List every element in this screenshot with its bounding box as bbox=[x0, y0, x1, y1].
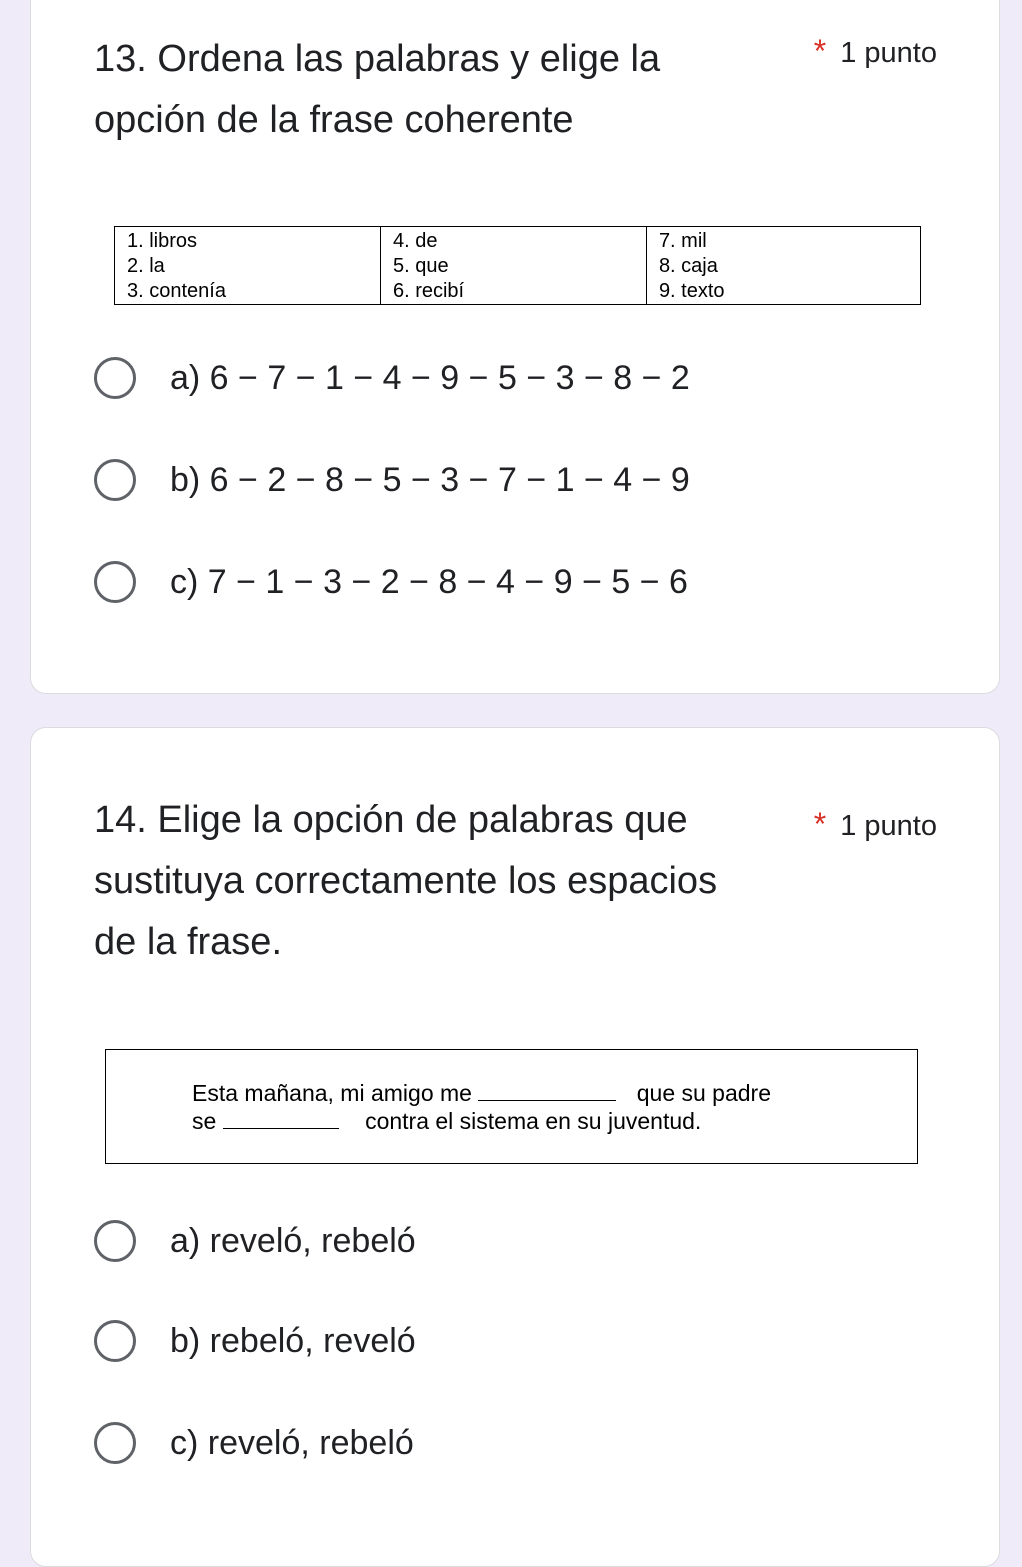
question-14-title-line-3: de la frase. bbox=[94, 921, 282, 963]
option-a[interactable] bbox=[94, 353, 690, 403]
question-14-title bbox=[94, 790, 794, 973]
sentence-part: que su padre bbox=[636, 1080, 772, 1106]
sentence-part: contra el sistema en su juventud. bbox=[365, 1108, 702, 1134]
points-label: 1 punto bbox=[840, 810, 937, 842]
word-table-cell: 2. la bbox=[127, 255, 165, 277]
sentence-line-2 bbox=[192, 1108, 701, 1135]
option-a[interactable] bbox=[94, 1216, 416, 1266]
option-b-label[interactable]: b) rebeló, reveló bbox=[170, 1321, 416, 1360]
word-table-cell: 9. texto bbox=[658, 280, 725, 302]
question-13-points bbox=[814, 33, 937, 70]
word-table-cell: 7. mil bbox=[658, 230, 707, 252]
word-table-cell: 3. contenía bbox=[127, 280, 226, 302]
word-table-column bbox=[115, 227, 381, 305]
word-table-cell: 4. de bbox=[392, 230, 438, 252]
word-table bbox=[114, 226, 921, 305]
sentence-box bbox=[105, 1049, 918, 1164]
radio-button-icon[interactable] bbox=[94, 1320, 136, 1362]
option-c-label[interactable]: c) reveló, rebeló bbox=[170, 1423, 414, 1462]
radio-button-icon[interactable] bbox=[94, 561, 136, 603]
option-a-label[interactable]: a) 6 − 7 − 1 − 4 − 9 − 5 − 3 − 8 − 2 bbox=[170, 358, 690, 397]
word-table-cell: 8. caja bbox=[658, 255, 718, 277]
question-14-title-line-2: sustituya correctamente los espacios bbox=[94, 860, 718, 902]
required-star-icon: * bbox=[813, 33, 827, 69]
radio-button-icon[interactable] bbox=[94, 1422, 136, 1464]
points-label: 1 punto bbox=[840, 37, 937, 69]
question-14-points bbox=[814, 806, 937, 843]
option-b-label[interactable]: b) 6 − 2 − 8 − 5 − 3 − 7 − 1 − 4 − 9 bbox=[170, 460, 690, 499]
question-13-title-line-1: 13. Ordena las palabras y elige la bbox=[94, 38, 661, 80]
word-table-cell: 1. libros bbox=[127, 230, 198, 252]
sentence-part: se bbox=[192, 1108, 217, 1134]
sentence-part: Esta mañana, mi amigo me bbox=[192, 1080, 472, 1106]
radio-button-icon[interactable] bbox=[94, 1220, 136, 1262]
option-a-label[interactable]: a) reveló, rebeló bbox=[170, 1221, 416, 1260]
word-table-column bbox=[646, 227, 920, 305]
required-star-icon: * bbox=[813, 806, 827, 842]
question-13-title bbox=[94, 29, 734, 151]
question-13-title-line-2: opción de la frase coherente bbox=[94, 99, 574, 141]
option-c[interactable] bbox=[94, 557, 688, 607]
blank-space bbox=[478, 1080, 616, 1101]
option-c[interactable] bbox=[94, 1418, 414, 1468]
radio-button-icon[interactable] bbox=[94, 357, 136, 399]
question-14-card bbox=[30, 727, 1000, 1567]
option-c-label[interactable]: c) 7 − 1 − 3 − 2 − 8 − 4 − 9 − 5 − 6 bbox=[170, 562, 688, 601]
option-b[interactable] bbox=[94, 455, 690, 505]
blank-space bbox=[223, 1108, 339, 1129]
sentence-line-1 bbox=[192, 1080, 771, 1107]
option-b[interactable] bbox=[94, 1316, 416, 1366]
radio-button-icon[interactable] bbox=[94, 459, 136, 501]
question-14-title-line-1: 14. Elige la opción de palabras que bbox=[94, 799, 688, 841]
word-table-cell: 6. recibí bbox=[392, 280, 465, 302]
question-13-card bbox=[30, 0, 1000, 694]
word-table-column bbox=[380, 227, 646, 305]
word-table-cell: 5. que bbox=[392, 255, 449, 277]
